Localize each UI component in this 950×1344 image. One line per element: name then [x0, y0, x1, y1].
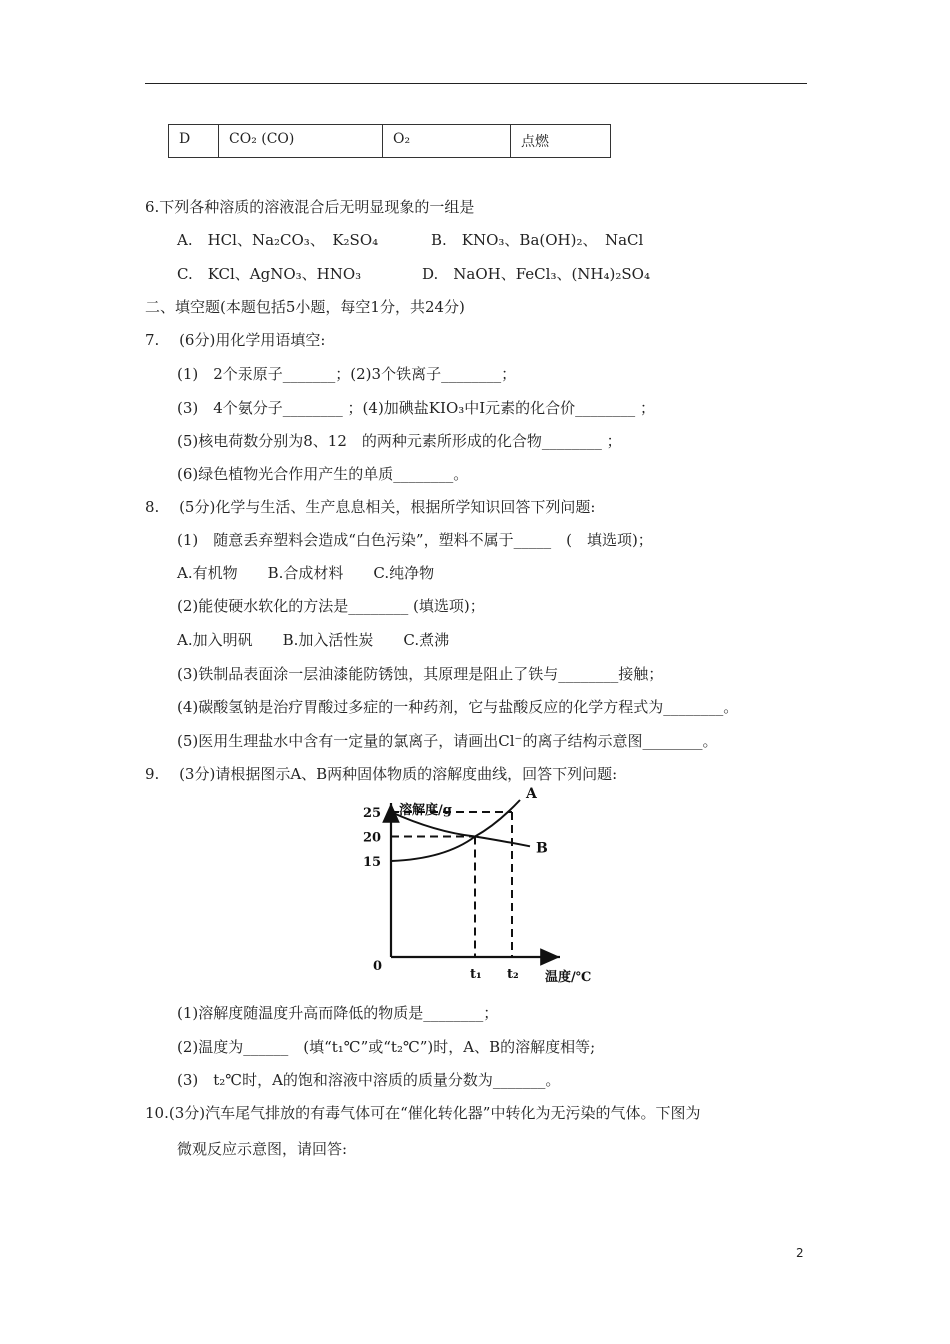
table-cell: CO₂ (CO) [219, 125, 383, 158]
q7-line-1: (1) 2个汞原子_______；(2)3个铁离子________； [177, 365, 517, 383]
page-number: 2 [796, 1246, 804, 1260]
table-cell: 点燃 [511, 125, 611, 158]
q6-option-b: B. KNO₃、Ba(OH)₂、 NaCl [431, 231, 644, 249]
series-b-label: B [536, 840, 548, 857]
q7-line-3: (5)核电荷数分别为8、12 的两种元素所形成的化合物________ ； [177, 432, 622, 450]
q8-line-2-options: A.加入明矾 B.加入活性炭 C.煮沸 [177, 631, 450, 649]
q8-line-2: (2)能使硬水软化的方法是________ (填选项)； [177, 597, 485, 615]
q8-line-1-options: A.有机物 B.合成材料 C.纯净物 [177, 564, 435, 582]
header-rule [145, 83, 807, 84]
x-tick-label: t₁ [470, 967, 482, 982]
section-heading: 二、填空题(本题包括5小题，每空1分，共24分) [145, 298, 465, 316]
y-axis-label: 溶解度/g [399, 803, 452, 818]
q8-line-4: (4)碳酸氢钠是治疗胃酸过多症的一种药剂，它与盐酸反应的化学方程式为________。 [177, 698, 739, 716]
q9-line-1: (1)溶解度随温度升高而降低的物质是________； [177, 1004, 499, 1022]
q7-line-4: (6)绿色植物光合作用产生的单质________。 [177, 465, 469, 483]
y-tick-label: 20 [363, 830, 382, 846]
q8-line-1: (1) 随意丢弃塑料会造成“白色污染”，塑料不属于_____ ( 填选项)； [177, 531, 653, 549]
q7-stem: 7. (6分)用化学用语填空: [145, 331, 326, 349]
q6-option-c: C. KCl、AgNO₃、HNO₃ [177, 265, 362, 283]
y-tick-label: 15 [363, 855, 382, 870]
q6-option-d: D. NaOH、FeCl₃、(NH₄)₂SO₄ [422, 265, 650, 283]
q6-stem: 6.下列各种溶质的溶液混合后无明显现象的一组是 [145, 198, 475, 216]
options-table [168, 124, 611, 158]
x-axis-label: 温度/℃ [545, 970, 592, 985]
q9-line-3: (3) t₂℃时，A的饱和溶液中溶质的质量分数为_______。 [177, 1071, 561, 1089]
q10-continuation: 微观反应示意图，请回答: [177, 1140, 348, 1158]
table-cell: D [169, 125, 219, 158]
q7-line-2: (3) 4个氨分子________ ；(4)加碘盐KIO₃中I元素的化合价________ ； [177, 399, 655, 417]
x-tick-label: t₂ [507, 967, 519, 982]
q8-stem: 8. (5分)化学与生活、生产息息相关，根据所学知识回答下列问题: [145, 498, 596, 516]
solubility-chart [355, 786, 605, 990]
table-row [169, 125, 611, 158]
origin-tick-label: 0 [373, 959, 383, 974]
q8-line-5: (5)医用生理盐水中含有一定量的氯离子，请画出Cl⁻的离子结构示意图________。 [177, 732, 718, 750]
series-a-label: A [526, 786, 537, 802]
q10-stem: 10.(3分)汽车尾气排放的有毒气体可在“催化转化器”中转化为无污染的气体。下图为 [145, 1104, 701, 1122]
table-cell: O₂ [383, 125, 511, 158]
q8-line-3: (3)铁制品表面涂一层油漆能防锈蚀，其原理是阻止了铁与________接触； [177, 665, 664, 683]
y-tick-label: 25 [363, 806, 382, 821]
q9-stem: 9. (3分)请根据图示A、B两种固体物质的溶解度曲线，回答下列问题: [145, 765, 618, 783]
q9-line-2: (2)温度为______ (填“t₁℃”或“t₂℃”)时，A、B的溶解度相等; [177, 1038, 596, 1056]
q6-option-a: A. HCl、Na₂CO₃、 K₂SO₄ [177, 231, 379, 249]
